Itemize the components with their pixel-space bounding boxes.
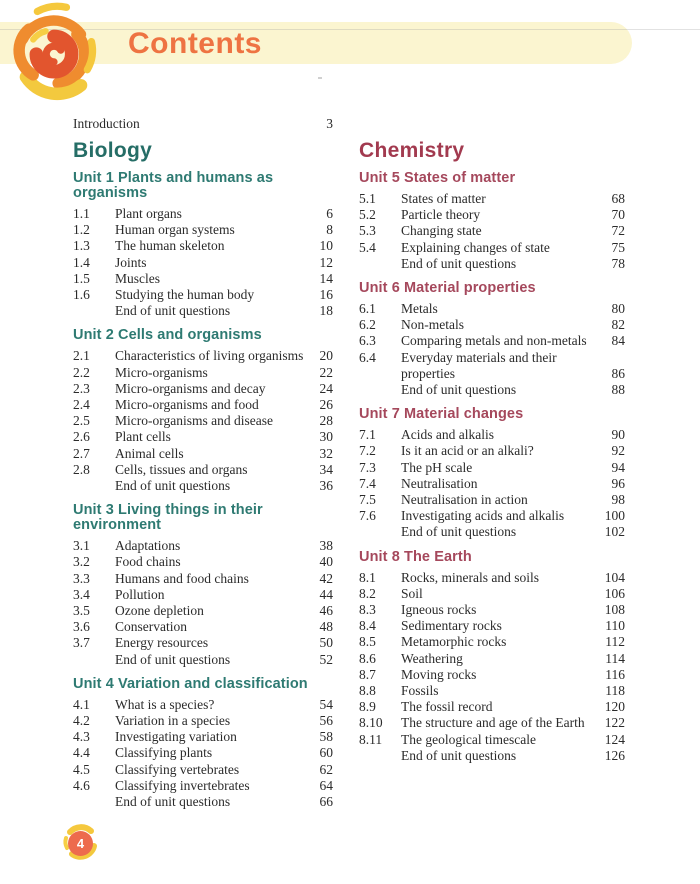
entry-num: 8.7	[359, 666, 376, 682]
entry-title: What is a species?	[115, 696, 215, 712]
toc-entry	[359, 191, 625, 207]
entry-num: 8.2	[359, 585, 376, 601]
unit-heading: Unit 2 Cells and organisms	[73, 327, 262, 344]
entry-title: Soil	[401, 585, 423, 601]
entry-page: 75	[611, 239, 625, 255]
entry-num: 2.6	[73, 429, 90, 445]
entry-title: Ozone depletion	[115, 603, 204, 619]
entry-num: 5.2	[359, 207, 376, 223]
entry-num: 8.11	[359, 731, 383, 747]
entry-num: 4.4	[73, 745, 90, 761]
toc-entry	[359, 508, 625, 524]
entry-page: 116	[605, 666, 625, 682]
entry-num: 2.1	[73, 348, 90, 364]
entry-page: 6	[326, 206, 333, 221]
entry-title: Investigating variation	[115, 729, 237, 745]
toc-entry	[73, 303, 333, 319]
entry-num	[359, 366, 401, 382]
entry-num: 2.7	[73, 445, 90, 461]
toc-entry	[73, 222, 333, 238]
entry-num: 1.6	[73, 287, 90, 303]
entry-title: Rocks, minerals and soils	[401, 569, 539, 585]
entry-page: 104	[604, 569, 625, 585]
entry-page: 96	[611, 475, 625, 491]
entry-page: 120	[604, 699, 625, 715]
entry-num: 7.6	[359, 508, 376, 524]
entry-title: Variation in a species	[115, 713, 231, 729]
entry-page: 86	[611, 365, 625, 381]
toc-entry	[73, 271, 333, 287]
entry-title: End of unit questions	[115, 794, 231, 810]
entry-num: 8.8	[359, 683, 376, 699]
entry-page: 98	[611, 492, 625, 508]
toc-entry	[73, 413, 333, 429]
entry-title: Joints	[115, 254, 147, 270]
entry-num	[73, 652, 115, 668]
entry-page: 16	[319, 287, 333, 303]
toc-entry	[359, 732, 625, 748]
entry-page: 32	[319, 445, 333, 461]
entry-page: 48	[319, 619, 333, 635]
toc-entry	[359, 460, 625, 476]
toc-entry	[73, 478, 333, 494]
toc-entry	[359, 350, 625, 366]
entry-title: Humans and food chains	[115, 570, 249, 586]
toc-column-biology	[73, 140, 333, 810]
entry-num: 4.5	[73, 761, 90, 777]
entry-title: Classifying plants	[115, 745, 213, 761]
toc-entry	[359, 492, 625, 508]
toc-entry	[359, 634, 625, 650]
toc-entry	[73, 538, 333, 554]
entry-page: 52	[319, 651, 333, 667]
entry-title: Conservation	[115, 619, 187, 635]
entry-page: 112	[605, 634, 625, 650]
entry-page: 18	[319, 303, 333, 319]
entry-title: Plant organs	[115, 206, 182, 221]
entry-page: 106	[604, 585, 625, 601]
entry-title: End of unit questions	[401, 382, 517, 398]
unit-heading: Unit 3 Living things in their environment	[73, 502, 263, 534]
entry-title: Neutralisation in action	[401, 492, 528, 508]
toc-entry	[73, 238, 333, 254]
entry-page: 44	[319, 586, 333, 602]
entry-title: The structure and age of the Earth	[401, 715, 585, 731]
entry-num	[359, 256, 401, 272]
toc-entry	[359, 427, 625, 443]
entry-title: Comparing metals and non-metals	[401, 333, 587, 349]
toc-entry	[359, 683, 625, 699]
entry-page: 100	[604, 508, 625, 524]
entry-num: 8.9	[359, 699, 376, 715]
entry-title: States of matter	[401, 191, 486, 206]
toc-entry	[359, 366, 625, 382]
entry-num: 3.4	[73, 586, 90, 602]
entry-num: 1.2	[73, 222, 90, 238]
entry-page: 40	[319, 554, 333, 570]
entry-num: 2.8	[73, 461, 90, 477]
entry-num: 7.4	[359, 475, 376, 491]
entry-title: Cells, tissues and organs	[115, 461, 248, 477]
entry-title: Micro-organisms and disease	[115, 413, 273, 429]
entry-page: 12	[319, 254, 333, 270]
page-number: 4	[68, 831, 93, 856]
entry-title: Muscles	[115, 270, 160, 286]
entry-title: Fossils	[401, 683, 439, 699]
entry-num: 7.5	[359, 492, 376, 508]
entry-title: Acids and alkalis	[401, 427, 494, 443]
entry-title: End of unit questions	[401, 747, 517, 763]
entry-num: 1.1	[73, 206, 90, 221]
toc-entry	[359, 301, 625, 317]
entry-title: Sedimentary rocks	[401, 618, 502, 634]
scan-artifact-dash	[318, 77, 322, 79]
entry-title: Explaining changes of state	[401, 239, 550, 255]
toc-entry	[359, 317, 625, 333]
page-number-badge	[60, 822, 102, 864]
entry-page: 114	[605, 650, 625, 666]
entry-num: 6.2	[359, 317, 376, 333]
entry-title: Changing state	[401, 223, 482, 239]
toc-entry	[73, 397, 333, 413]
entry-title: Moving rocks	[401, 666, 477, 682]
toc-entry	[359, 240, 625, 256]
entry-page: 64	[319, 777, 333, 793]
entry-title: Non-metals	[401, 317, 464, 333]
entry-page: 88	[611, 382, 625, 398]
entry-title: The fossil record	[401, 699, 493, 715]
entry-page: 20	[319, 348, 333, 364]
entry-num: 2.5	[73, 413, 90, 429]
entry-num: 8.1	[359, 569, 376, 585]
entry-page: 122	[604, 715, 625, 731]
intro-label: Introduction	[73, 116, 140, 131]
entry-title: Micro-organisms and decay	[115, 380, 266, 396]
toc-entry	[73, 619, 333, 635]
entry-title: Classifying invertebrates	[115, 777, 250, 793]
sun-swirl-icon	[2, 0, 106, 109]
entry-num: 1.4	[73, 254, 90, 270]
entry-title: Weathering	[401, 650, 463, 666]
toc-entry	[359, 748, 625, 764]
entry-page: 66	[319, 794, 333, 810]
entry-num	[359, 524, 401, 540]
entry-num: 3.2	[73, 554, 90, 570]
toc-entry	[73, 762, 333, 778]
entry-num: 2.3	[73, 380, 90, 396]
toc-entry	[359, 256, 625, 272]
entry-page: 58	[319, 729, 333, 745]
unit-heading: Unit 7 Material changes	[359, 406, 524, 423]
entry-page: 60	[319, 745, 333, 761]
entry-page: 22	[319, 364, 333, 380]
toc-entry	[73, 287, 333, 303]
toc-entry	[359, 618, 625, 634]
toc-entry	[359, 476, 625, 492]
biology-heading: Biology	[73, 139, 153, 162]
entry-num: 3.5	[73, 603, 90, 619]
unit-heading: Unit 8 The Earth	[359, 548, 472, 565]
entry-page: 46	[319, 603, 333, 619]
page-title: Contents	[128, 27, 262, 60]
entry-num: 1.3	[73, 238, 90, 254]
entry-num	[359, 748, 401, 764]
entry-num: 3.3	[73, 570, 90, 586]
entry-num: 4.2	[73, 713, 90, 729]
entry-num: 8.6	[359, 650, 376, 666]
entry-title: Energy resources	[115, 635, 209, 651]
entry-page: 124	[604, 731, 625, 747]
toc-entry	[73, 587, 333, 603]
entry-num: 8.4	[359, 618, 376, 634]
chemistry-units	[359, 171, 625, 764]
entry-page: 82	[611, 317, 625, 333]
entry-page: 30	[319, 429, 333, 445]
unit-heading: Unit 4 Variation and classification	[73, 675, 308, 692]
entry-page: 90	[611, 427, 625, 443]
toc-entry	[359, 207, 625, 223]
entry-title: Igneous rocks	[401, 602, 477, 618]
toc-entry	[73, 652, 333, 668]
entry-title: Adaptations	[115, 538, 181, 554]
intro-page: 3	[326, 116, 333, 131]
entry-title: Studying the human body	[115, 287, 255, 303]
entry-page: 92	[611, 443, 625, 459]
entry-title: End of unit questions	[115, 651, 231, 667]
entry-page: 24	[319, 380, 333, 396]
entry-title: Metals	[401, 301, 438, 317]
biology-units	[73, 171, 333, 810]
toc-entry	[73, 745, 333, 761]
entry-title: Animal cells	[115, 445, 184, 461]
entry-title: Metamorphic rocks	[401, 634, 507, 650]
entry-num: 2.2	[73, 364, 90, 380]
entry-page: 80	[611, 301, 625, 317]
entry-title: Human organ systems	[115, 222, 235, 238]
toc-entry	[359, 602, 625, 618]
entry-page: 70	[611, 207, 625, 223]
toc-entry	[73, 778, 333, 794]
toc-entry	[73, 206, 333, 222]
entry-num	[73, 303, 115, 319]
entry-num: 6.3	[359, 333, 376, 349]
entry-num: 7.2	[359, 443, 376, 459]
entry-num: 3.1	[73, 538, 90, 554]
entry-title: Particle theory	[401, 207, 481, 223]
entry-num: 6.1	[359, 301, 376, 317]
entry-page: 56	[319, 713, 333, 729]
toc-entry	[73, 571, 333, 587]
entry-page: 26	[319, 397, 333, 413]
entry-num: 7.3	[359, 459, 376, 475]
entry-title: The geological timescale	[401, 731, 536, 747]
toc-entry	[359, 524, 625, 540]
toc-entry	[359, 699, 625, 715]
entry-page: 50	[319, 635, 333, 651]
intro-row	[73, 116, 333, 132]
entry-num	[73, 794, 115, 810]
entry-page: 118	[605, 683, 625, 699]
toc-entry	[73, 635, 333, 651]
entry-title: Neutralisation	[401, 475, 478, 491]
entry-num: 4.6	[73, 777, 90, 793]
entry-page: 54	[319, 696, 333, 712]
entry-page: 68	[611, 191, 625, 206]
entry-num: 8.3	[359, 602, 376, 618]
toc-entry	[359, 382, 625, 398]
entry-page: 84	[611, 333, 625, 349]
entry-page: 78	[611, 255, 625, 271]
entry-title: properties	[401, 365, 455, 381]
entry-num	[359, 382, 401, 398]
entry-title: Is it an acid or an alkali?	[401, 443, 534, 459]
toc-entry	[73, 365, 333, 381]
toc-entry	[73, 713, 333, 729]
toc-entry	[73, 794, 333, 810]
unit-heading: Unit 1 Plants and humans as organisms	[73, 170, 274, 201]
entry-page: 94	[611, 459, 625, 475]
entry-title: Plant cells	[115, 429, 171, 445]
entry-title: End of unit questions	[115, 478, 231, 494]
entry-page: 28	[319, 413, 333, 429]
entry-title: Food chains	[115, 554, 181, 570]
entry-title: Characteristics of living organisms	[115, 348, 304, 364]
toc-entry	[73, 697, 333, 713]
entry-num: 7.1	[359, 427, 376, 443]
toc-entry	[359, 570, 625, 586]
entry-title: Pollution	[115, 586, 165, 602]
toc-entry	[359, 715, 625, 731]
toc-entry	[73, 729, 333, 745]
entry-num: 3.6	[73, 619, 90, 635]
entry-page: 36	[319, 478, 333, 494]
unit-heading: Unit 5 States of matter	[359, 170, 516, 186]
entry-title: End of unit questions	[401, 255, 517, 271]
entry-title: Investigating acids and alkalis	[401, 508, 565, 524]
entry-title: Micro-organisms and food	[115, 397, 259, 413]
entry-num: 1.5	[73, 270, 90, 286]
entry-page: 72	[611, 223, 625, 239]
entry-page: 34	[319, 461, 333, 477]
entry-title: The human skeleton	[115, 238, 225, 254]
entry-page: 10	[319, 238, 333, 254]
toc-entry	[359, 333, 625, 349]
toc-entry	[359, 223, 625, 239]
toc-entry	[73, 255, 333, 271]
entry-page: 108	[604, 602, 625, 618]
entry-title: The pH scale	[401, 459, 473, 475]
toc-entry	[73, 603, 333, 619]
entry-num: 5.3	[359, 223, 376, 239]
chemistry-heading: Chemistry	[359, 139, 465, 162]
toc-entry	[359, 651, 625, 667]
unit-heading: Unit 6 Material properties	[359, 280, 536, 297]
entry-page: 42	[319, 570, 333, 586]
toc-entry	[359, 586, 625, 602]
entry-page: 38	[319, 538, 333, 554]
entry-num: 2.4	[73, 397, 90, 413]
entry-num: 4.1	[73, 696, 90, 712]
entry-page: 102	[604, 524, 625, 540]
toc-entry	[73, 348, 333, 364]
entry-title: Classifying vertebrates	[115, 761, 240, 777]
entry-title: Micro-organisms	[115, 364, 208, 380]
toc-entry	[73, 462, 333, 478]
entry-num: 6.4	[359, 349, 376, 365]
entry-title: End of unit questions	[401, 524, 517, 540]
entry-num: 8.10	[359, 715, 383, 731]
toc-entry	[359, 667, 625, 683]
entry-num: 5.4	[359, 239, 376, 255]
entry-title: Everyday materials and their	[401, 349, 557, 365]
toc-entry	[73, 446, 333, 462]
entry-num: 5.1	[359, 191, 376, 206]
entry-num: 3.7	[73, 635, 90, 651]
toc-entry	[73, 381, 333, 397]
entry-num: 8.5	[359, 634, 376, 650]
entry-page: 14	[319, 270, 333, 286]
toc-entry	[359, 443, 625, 459]
toc-column-chemistry	[359, 140, 625, 764]
entry-page: 8	[326, 222, 333, 238]
toc-entry	[73, 429, 333, 445]
toc-entry	[73, 554, 333, 570]
entry-page: 126	[604, 747, 625, 763]
entry-num: 4.3	[73, 729, 90, 745]
entry-page: 62	[319, 761, 333, 777]
entry-num	[73, 478, 115, 494]
entry-page: 110	[605, 618, 625, 634]
entry-title: End of unit questions	[115, 303, 231, 319]
